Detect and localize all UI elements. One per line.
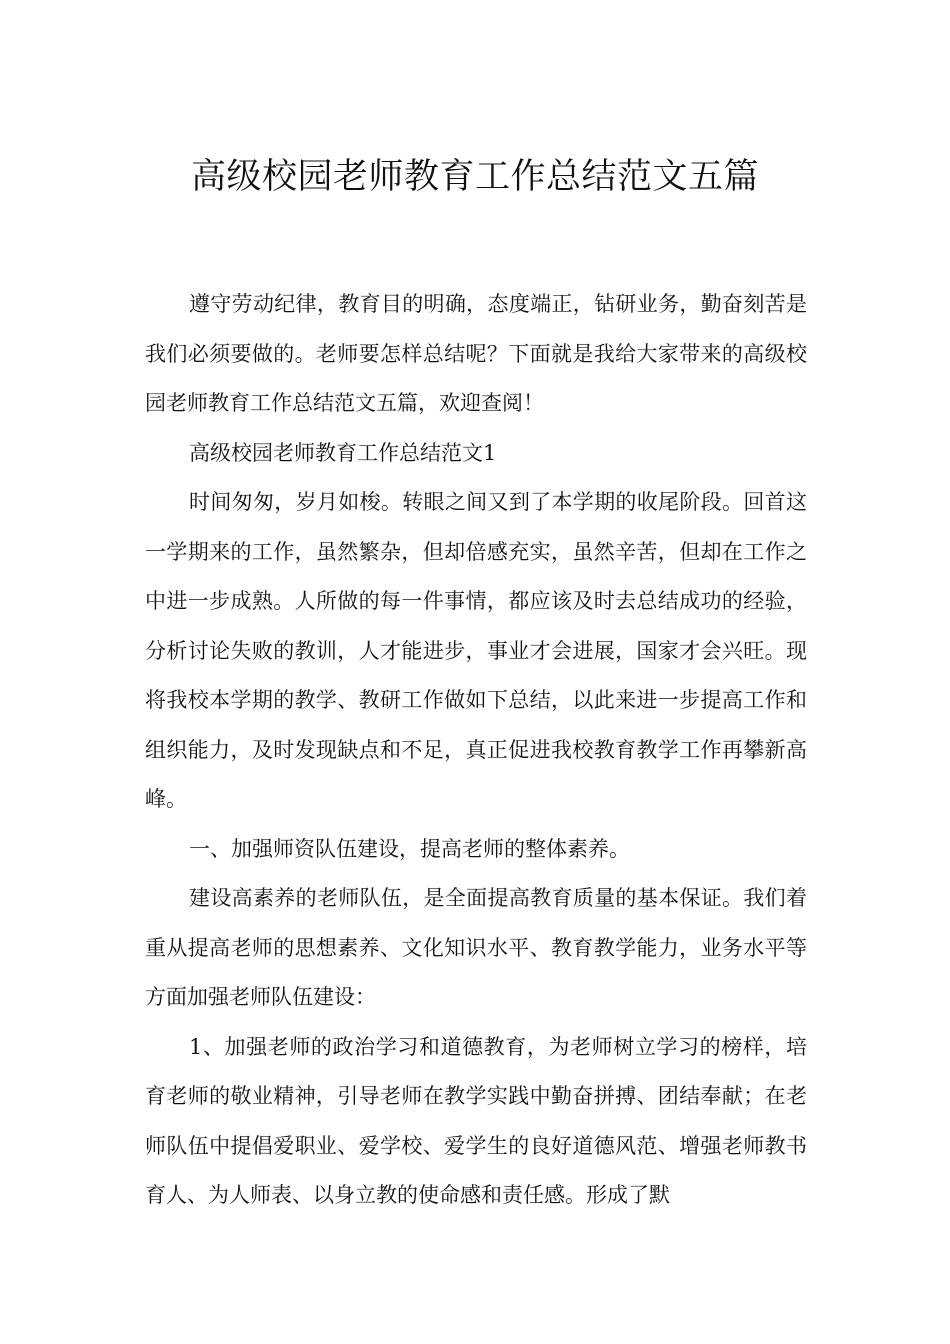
intro-paragraph: 遵守劳动纪律，教育目的明确，态度端正，钻研业务，勤奋刻苦是我们必须要做的。老师要怎样总结呢？下面就是我给大家带来的高级校园老师教育工作总结范文五篇，欢迎查阅！	[145, 292, 807, 415]
body-paragraph: 建设高素养的老师队伍，是全面提高教育质量的基本保证。我们着重从提高老师的思想素养、文化知识水平、教育教学能力，业务水平等方面加强老师队伍建设：	[145, 886, 807, 1009]
body-paragraph: 1、加强老师的政治学习和道德教育，为老师树立学习的榜样，培育老师的敬业精神，引导老师在教学实践中勤奋拼搏、团结奉献；在老师队伍中提倡爱职业、爱学校、爱学生的良好道德风范、增强老师教书育人、为人师表、以身立教的使命感和责任感。形成了默	[145, 1034, 807, 1207]
body-paragraph: 时间匆匆，岁月如梭。转眼之间又到了本学期的收尾阶段。回首这一学期来的工作，虽然繁杂，但却倍感充实，虽然辛苦，但却在工作之中进一步成熟。人所做的每一件事情，都应该及时去总结成功的经验，分析讨论失败的教训，人才能进步，事业才会进展，国家才会兴旺。现将我校本学期的教学、教研工作做如下总结，以此来进一步提高工作和组织能力，及时发现缺点和不足，真正促进我校教育教学工作再攀新高峰。	[145, 490, 807, 811]
document-title: 高级校园老师教育工作总结范文五篇	[190, 157, 759, 198]
subsection-heading: 一、加强师资队伍建设，提高老师的整体素养。	[189, 836, 630, 861]
document-body	[145, 280, 807, 1221]
section-heading-1: 高级校园老师教育工作总结范文1	[189, 440, 497, 465]
